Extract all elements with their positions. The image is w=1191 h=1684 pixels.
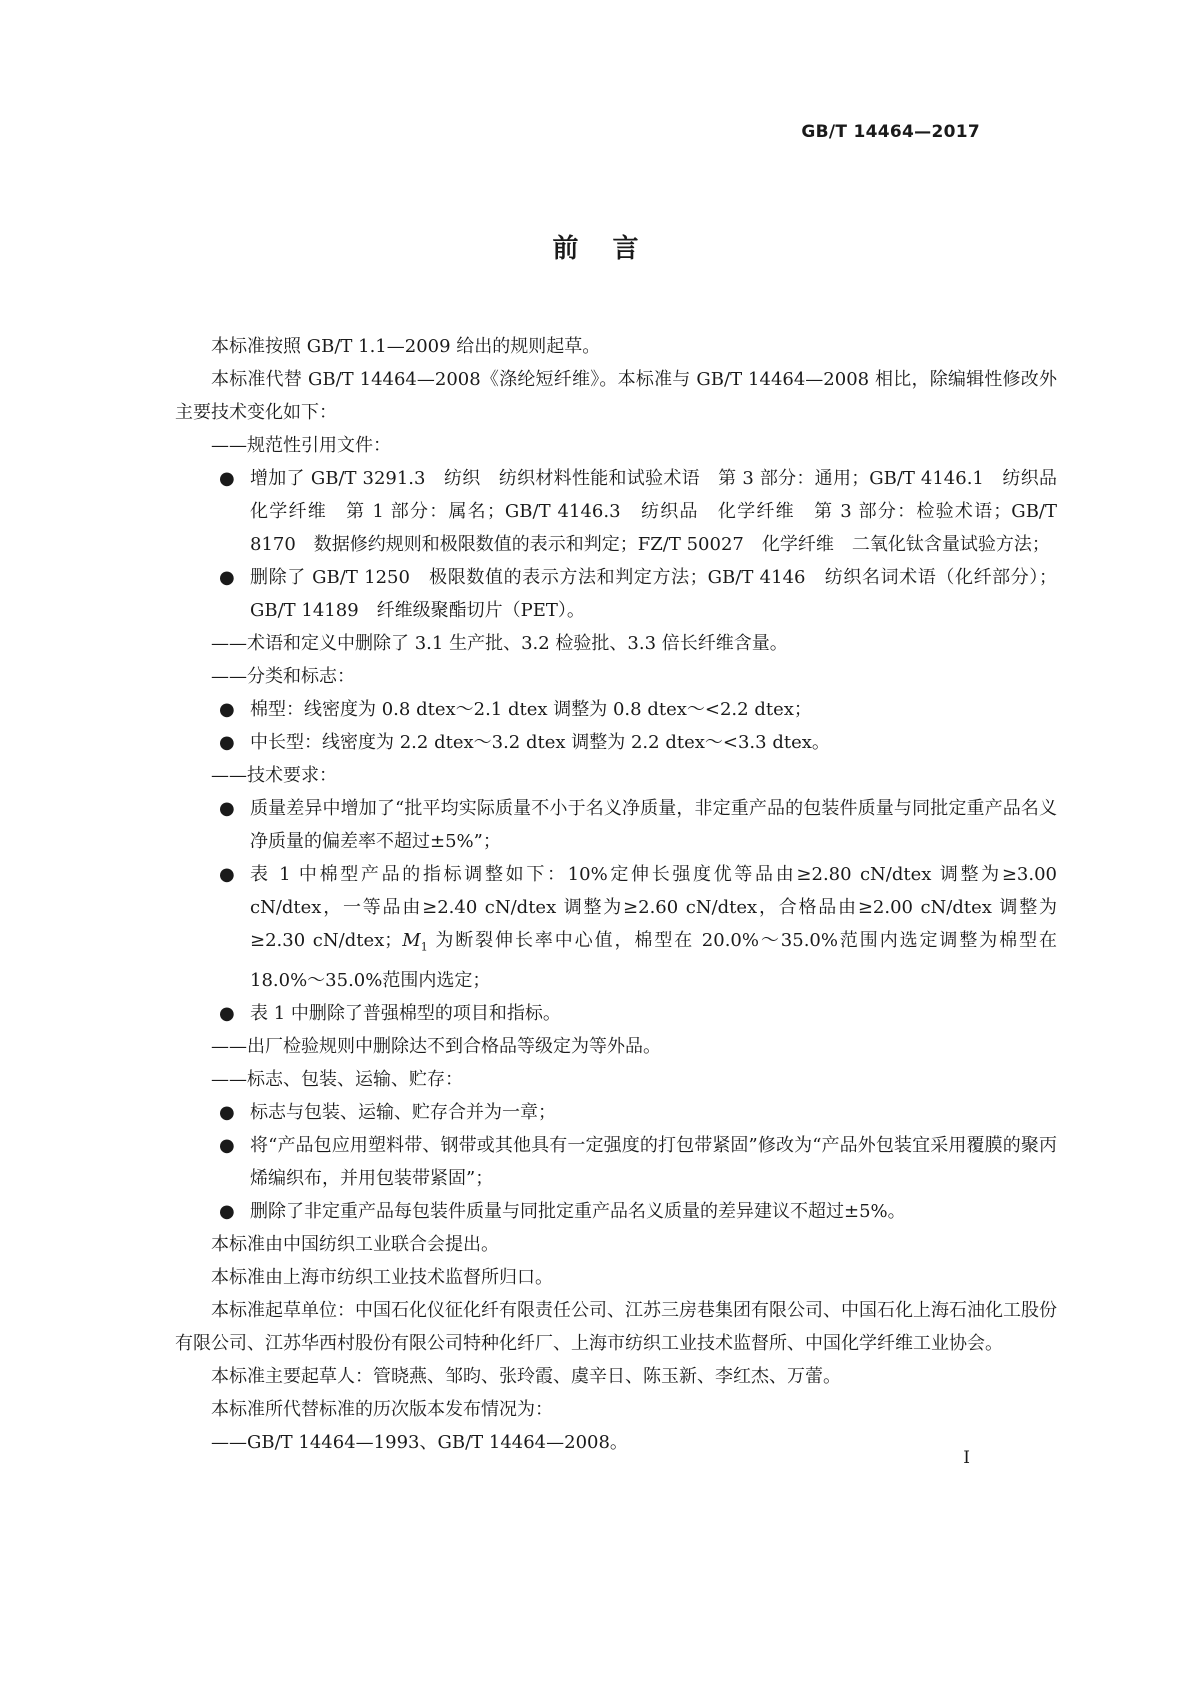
bullet-text: 将“产品包应用塑料带、钢带或其他具有一定强度的打包带紧固”修改为“产品外包装宜采用覆膜的聚丙烯编织布，并用包装带紧固”； (250, 1134, 1057, 1189)
bullet-text-part: 表 1 中棉型产品的指标调整如下：10%定伸长强度优等品由≥2.80 cN/dtex 调整为≥3.00 cN/dtex，一等品由≥2.40 cN/dtex 调整为≥2.60 cN/dtex，合格品由≥2.00 cN/dtex 调整为≥2.30 cN/dtex； (250, 864, 1057, 951)
standard-code: GB/T 14464—2017 (801, 122, 980, 142)
dash-item: ——术语和定义中删除了 3.1 生产批、3.2 检验批、3.3 倍长纤维含量。 (211, 633, 788, 654)
bullet-item (175, 1096, 1057, 1129)
bullet-icon: ● (219, 699, 235, 720)
bullet-item (175, 561, 1057, 627)
bullet-text: 质量差异中增加了“批平均实际质量不小于名义净质量，非定重产品的包装件质量与同批定重产品名义净质量的偏差率不超过±5%”； (250, 798, 1057, 852)
bullet-icon: ● (219, 1134, 235, 1156)
bullet-icon: ● (219, 1200, 235, 1222)
symbol-subscript: 1 (420, 940, 428, 954)
foreword-body (175, 330, 1075, 1459)
bullet-icon: ● (219, 1101, 235, 1123)
paragraph: 本标准代替 GB/T 14464—2008《涤纶短纤维》。本标准与 GB/T 14464—2008 相比，除编辑性修改外主要技术变化如下： (175, 369, 1057, 423)
bullet-item (175, 1195, 1057, 1228)
bullet-item (175, 858, 1057, 997)
paragraph: 本标准所代替标准的历次版本发布情况为： (211, 1398, 553, 1420)
paragraph: 本标准起草单位：中国石化仪征化纤有限责任公司、江苏三房巷集团有限公司、中国石化上海石油化工股份有限公司、江苏华西村股份有限公司特种化纤厂、上海市纺织工业技术监督所、中国化学纤维工业协会。 (175, 1299, 1057, 1354)
bullet-text: 表 1 中删除了普强棉型的项目和指标。 (250, 1002, 561, 1024)
bullet-icon: ● (219, 1002, 235, 1024)
dash-item: ——分类和标志： (211, 666, 355, 687)
bullet-text: 标志与包装、运输、贮存合并为一章； (250, 1101, 556, 1123)
bullet-item (175, 997, 1057, 1030)
bullet-text: 中长型：线密度为 2.2 dtex～3.2 dtex 调整为 2.2 dtex～<3.3 dtex。 (250, 732, 830, 753)
dash-item: ——出厂检验规则中删除达不到合格品等级定为等外品。 (211, 1035, 661, 1057)
bullet-item (175, 792, 1057, 858)
bullet-icon: ● (219, 468, 235, 489)
bullet-text (250, 864, 1057, 991)
bullet-item (175, 693, 1057, 726)
bullet-icon: ● (219, 798, 235, 819)
paragraph: 本标准由中国纺织工业联合会提出。 (211, 1233, 499, 1255)
bullet-item (175, 462, 1075, 561)
symbol-m: M (402, 930, 421, 951)
bullet-text-part: 为断裂伸长率中心值，棉型在 20.0%～35.0%范围内选定调整为棉型在 18.0%～35.0%范围内选定； (250, 930, 1057, 991)
page-title: 前言 (552, 234, 673, 264)
dash-item: ——规范性引用文件： (211, 435, 391, 456)
bullet-text: 删除了非定重产品每包装件质量与同批定重产品名义质量的差异建议不超过±5%。 (250, 1200, 906, 1222)
dash-item: ——GB/T 14464—1993、GB/T 14464—2008。 (211, 1431, 628, 1453)
bullet-text: 增加了 GB/T 3291.3 纺织 纺织材料性能和试验术语 第 3 部分：通用；GB/T 4146.1 纺织品 化学纤维 第 1 部分：属名；GB/T 4146.3 纺织品 化学纤维 第 3 部分：检验术语；GB/T 8170 数据修约规则和极限数值的表示和判定；FZ/T 50027 化学纤维 二氧化钛含量试验方法； (250, 468, 1075, 555)
bullet-item (175, 726, 1057, 759)
bullet-text: 棉型：线密度为 0.8 dtex～2.1 dtex 调整为 0.8 dtex～<2.2 dtex； (250, 699, 812, 720)
paragraph: 本标准主要起草人：管晓燕、邹昀、张玲霞、虞辛日、陈玉新、李红杰、万蕾。 (211, 1365, 841, 1387)
bullet-item (175, 1129, 1057, 1195)
bullet-icon: ● (219, 864, 235, 885)
bullet-text: 删除了 GB/T 1250 极限数值的表示方法和判定方法；GB/T 4146 纺织名词术语（化纤部分）；GB/T 14189 纤维级聚酯切片（PET）。 (250, 567, 1057, 621)
page-number: I (963, 1448, 970, 1468)
bullet-icon: ● (219, 732, 235, 753)
dash-item: ——标志、包装、运输、贮存： (211, 1068, 463, 1090)
bullet-icon: ● (219, 567, 235, 588)
dash-item: ——技术要求： (211, 765, 337, 786)
paragraph: 本标准由上海市纺织工业技术监督所归口。 (211, 1266, 553, 1288)
paragraph: 本标准按照 GB/T 1.1—2009 给出的规则起草。 (211, 336, 601, 357)
